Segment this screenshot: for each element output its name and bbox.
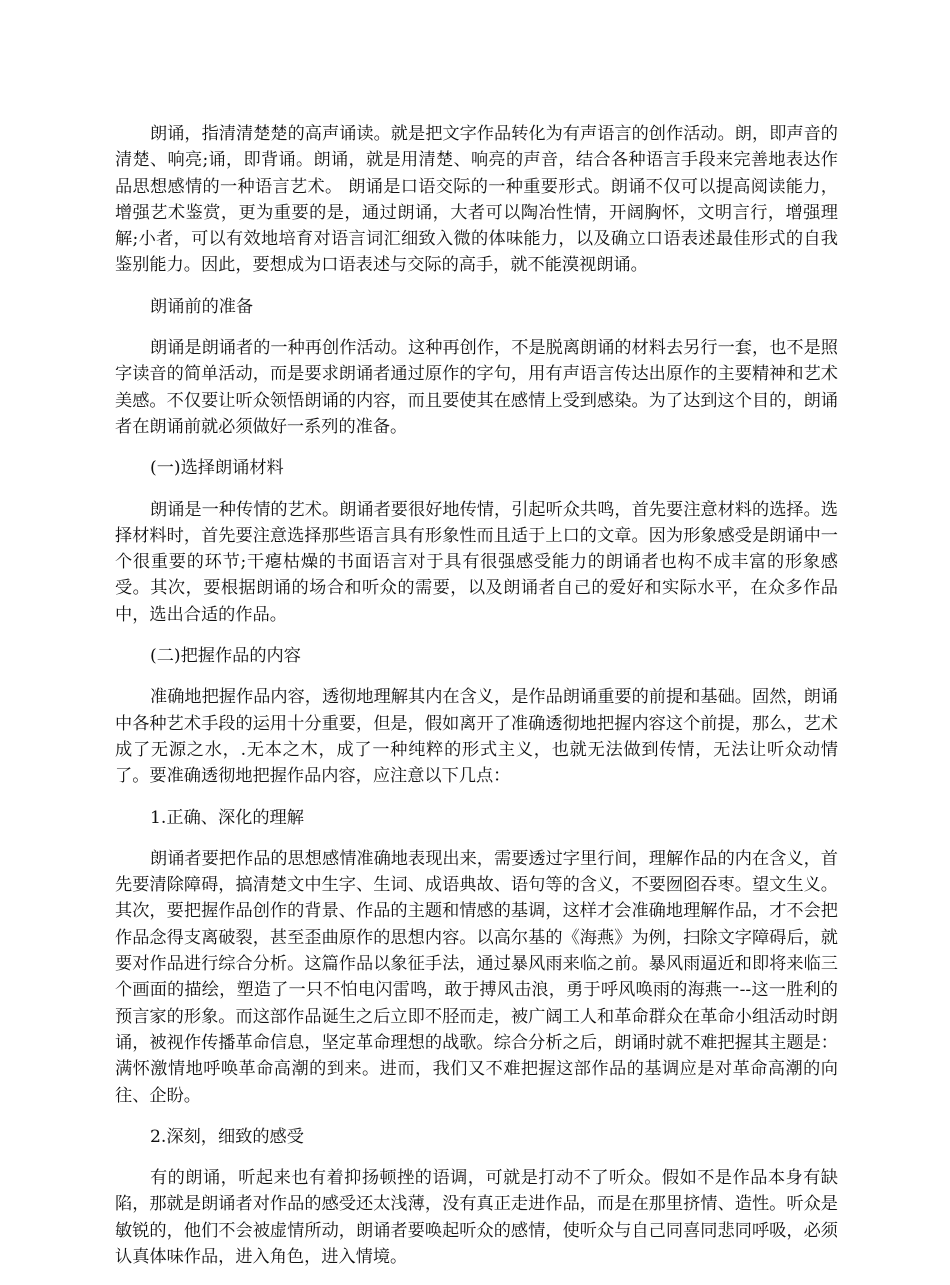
material-paragraph: 朗诵是一种传情的艺术。朗诵者要很好地传情，引起听众共鸣，首先要注意材料的选择。选择材料时，首先要注意选择那些语言具有形象性而且适于上口的文章。因为形象感受是朗诵中一个很重要的环节;干瘪枯燥的书面语言对于具有很强感受能力的朗诵者也构不成丰富的形象感受。其次，要根据朗诵的场合和听众的需要，以及朗诵者自己的爱好和实际水平，在众多作品中，选出合适的作品。 — [115, 499, 838, 625]
feeling-paragraph: 有的朗诵，听起来也有着抑扬顿挫的语调，可就是打动不了听众。假如不是作品本身有缺陷，那就是朗诵者对作品的感受还太浅薄，没有真正走进作品，而是在那里挤情、造性。听众是敏锐的，他们不会被虚情所动，朗诵者要唤起听众的感情，使听众与自己同喜同悲同呼吸，必须认真体味作品，进入角色，进入情境。 — [115, 1168, 838, 1267]
intro-paragraph: 朗诵，指清清楚楚的高声诵读。就是把文字作品转化为有声语言的创作活动。朗，即声音的清楚、响亮;诵，即背诵。朗诵，就是用清楚、响亮的声音，结合各种语言手段来完善地表达作品思想感情的一种语言艺术。 朗诵是口语交际的一种重要形式。朗诵不仅可以提高阅读能力，增强艺术鉴赏，更为重要的是，通过朗诵，大者可以陶冶性情，开阔胸怀，文明言行，增强理解;小者，可以有效地培育对语言词汇细致入微的体味能力，以及确立口语表述最佳形式的自我鉴别能力。因此，要想成为口语表述与交际的高手，就不能漠视朗诵。 — [115, 124, 838, 276]
subsection-heading-content: (二)把握作品的内容 — [150, 646, 301, 667]
preparation-paragraph: 朗诵是朗诵者的一种再创作活动。这种再创作，不是脱离朗诵的材料去另行一套，也不是照字读音的简单活动，而是要求朗诵者通过原作的字句，用有声语言传达出原作的主要精神和艺术美感。不仅要让听众领悟朗诵的内容，而且要使其在感情上受到感染。为了达到这个目的，朗诵者在朗诵前就必须做好一系列的准备。 — [115, 338, 838, 437]
understanding-paragraph: 朗诵者要把作品的思想感情准确地表现出来，需要透过字里行间，理解作品的内在含义，首先要清除障碍，搞清楚文中生字、生词、成语典故、语句等的含义，不要囫囵吞枣。望文生义。其次，要把握作品创作的背景、作品的主题和情感的基调，这样才会准确地理解作品，才不会把作品念得支离破裂，甚至歪曲原作的思想内容。以高尔基的《海燕》为例，扫除文字障碍后，就要对作品进行综合分析。这篇作品以象征手法，通过暴风雨来临之前。暴风雨逼近和即将来临三个画面的描绘，塑造了一只不怕电闪雷鸣，敢于搏风击浪，勇于呼风唤雨的海燕一--这一胜利的预言家的形象。而这部作品诞生之后立即不胫而走，被广阔工人和革命群众在革命小组活动时朗诵，被视作传播革命信息，坚定革命理想的战歌。综合分析之后，朗诵时就不难把握其主题是：满怀激情地呼唤革命高潮的到来。进而，我们又不难把握这部作品的基调应是对革命高潮的向往、企盼。 — [115, 848, 838, 1106]
document-body — [115, 121, 838, 1285]
point-heading-understanding: 1.正确、深化的理解 — [150, 807, 304, 828]
point-heading-feeling: 2.深刻，细致的感受 — [150, 1126, 304, 1147]
subsection-heading-material: (一)选择朗诵材料 — [150, 458, 284, 479]
section-heading-preparation: 朗诵前的准备 — [150, 296, 254, 317]
content-paragraph: 准确地把握作品内容，透彻地理解其内在含义，是作品朗诵重要的前提和基础。固然，朗诵中各种艺术手段的运用十分重要，但是，假如离开了准确透彻地把握内容这个前提，那么，艺术成了无源之水，.无本之木，成了一种纯粹的形式主义，也就无法做到传情，无法让听众动情了。要准确透彻地把握作品内容，应注意以下几点： — [115, 687, 838, 787]
